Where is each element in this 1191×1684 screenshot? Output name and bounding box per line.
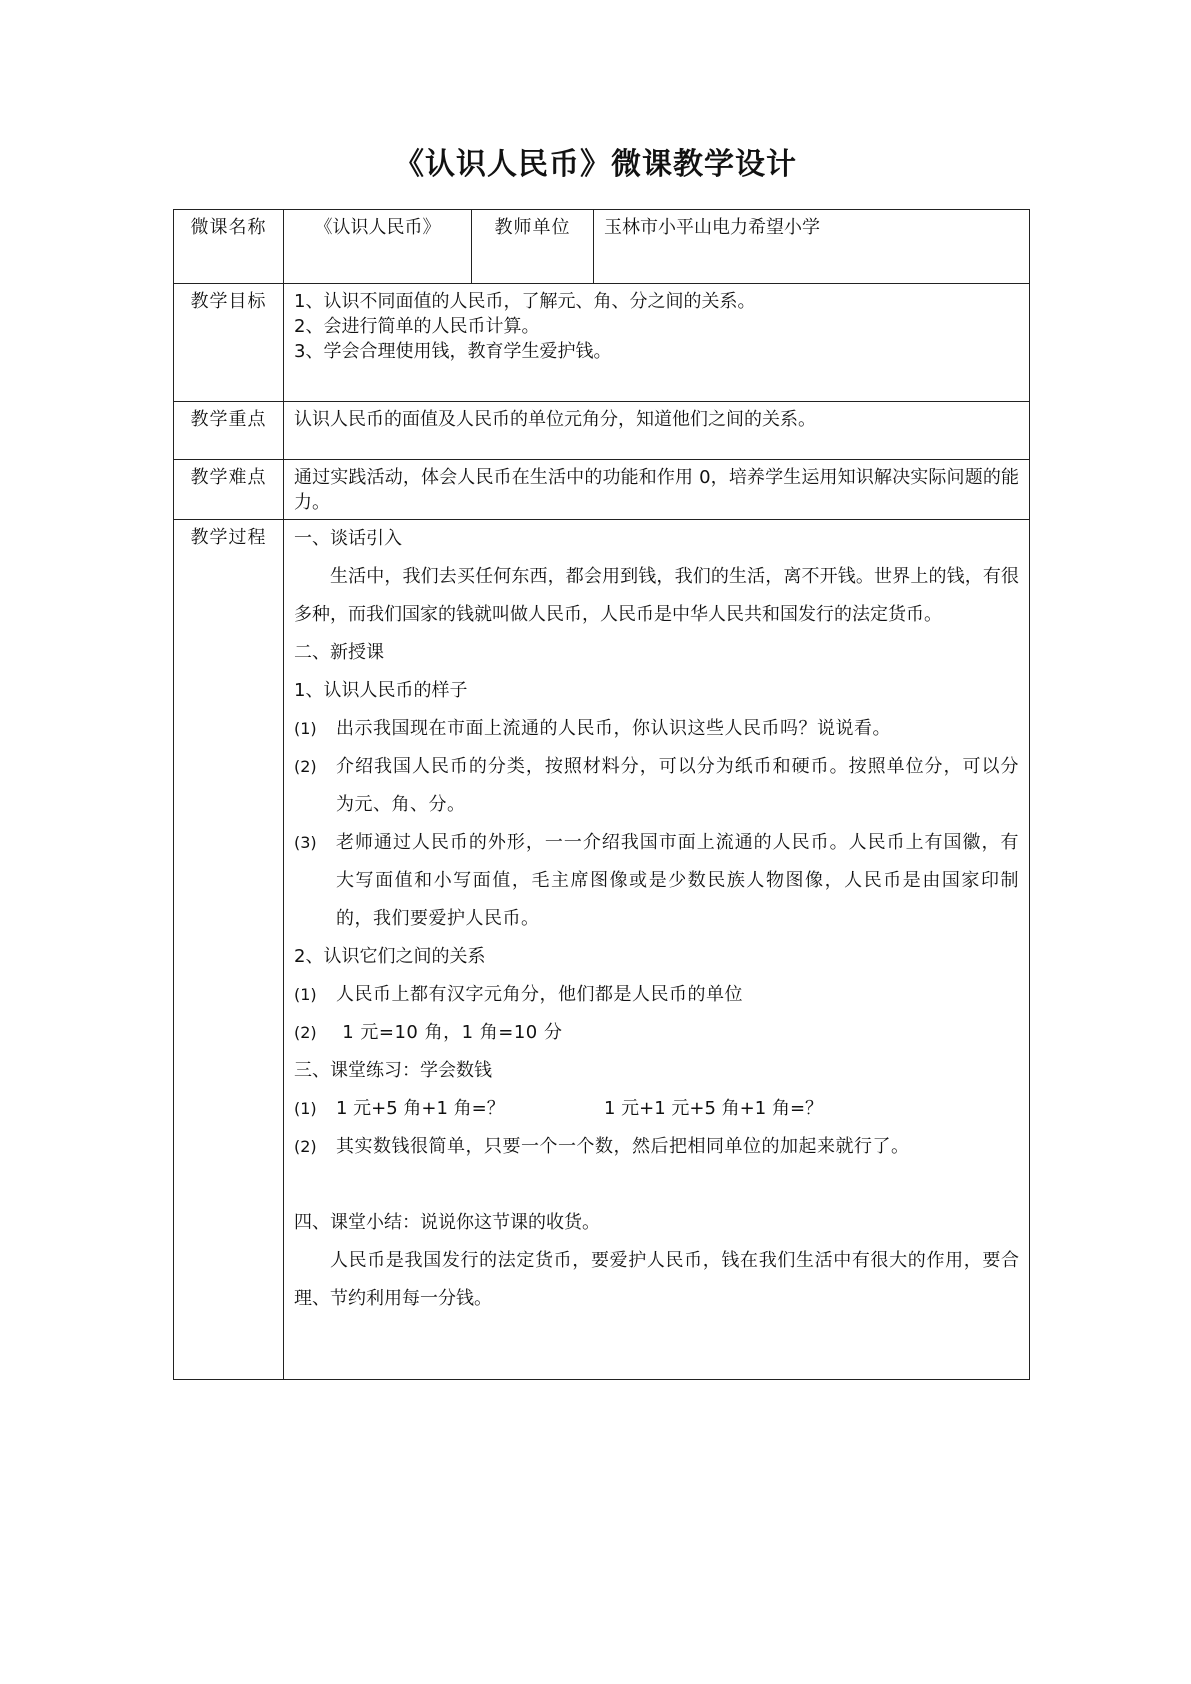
label-course-name: 微课名称	[174, 210, 284, 284]
list-number: (1)	[294, 985, 317, 1004]
process-cell	[284, 520, 1030, 1380]
course-name-value: 《认识人民币》	[284, 210, 472, 284]
list-text: 出示我国现在市面上流通的人民币，你认识这些人民币吗？说说看。	[336, 718, 891, 739]
list-item	[294, 1014, 1019, 1052]
row-course-info	[174, 210, 1030, 284]
subsection-heading: 2、认识它们之间的关系	[294, 946, 486, 967]
list-text: 人民币上都有汉字元角分，他们都是人民币的单位	[336, 984, 743, 1005]
row-difficulty	[174, 460, 1030, 520]
difficulty-text: 通过实践活动，体会人民币在生活中的功能和作用 0，培养学生运用知识解决实际问题的能力。	[284, 460, 1030, 520]
label-goals: 教学目标	[174, 284, 284, 402]
list-number: (1)	[294, 719, 317, 738]
row-goals	[174, 284, 1030, 402]
label-process: 教学过程	[174, 520, 284, 1380]
goals-cell	[284, 284, 1030, 402]
list-text: 老师通过人民币的外形，一一介绍我国市面上流通的人民币。人民币上有国徽，有大写面值和小写面值，毛主席图像或是少数民族人物图像，人民币是由国家印制的，我们要爱护人民币。	[336, 832, 1019, 929]
page-title: 《认识人民币》微课教学设计	[394, 147, 797, 182]
list-text: 介绍我国人民币的分类，按照材料分，可以分为纸币和硬币。按照单位分，可以分为元、角、分。	[336, 756, 1019, 815]
focus-text: 认识人民币的面值及人民币的单位元角分，知道他们之间的关系。	[284, 402, 1030, 460]
paragraph: 生活中，我们去买任何东西，都会用到钱，我们的生活，离不开钱。世界上的钱，有很多种，而我们国家的钱就叫做人民币，人民币是中华人民共和国发行的法定货币。	[294, 566, 1019, 625]
lesson-design-table	[173, 209, 1030, 1380]
list-item	[294, 710, 1019, 748]
label-focus: 教学重点	[174, 402, 284, 460]
list-number: (2)	[294, 1023, 317, 1042]
row-focus	[174, 402, 1030, 460]
list-item	[294, 748, 1019, 824]
row-process	[174, 520, 1030, 1380]
list-number: (2)	[294, 1137, 317, 1156]
goal-item: 3、学会合理使用钱，教育学生爱护钱。	[294, 341, 612, 362]
list-text: 1 元=10 角，1 角=10 分	[336, 1022, 563, 1043]
list-item	[294, 824, 1019, 938]
section-heading: 一、谈话引入	[294, 528, 402, 549]
goal-item: 2、会进行简单的人民币计算。	[294, 316, 540, 337]
list-number: (1)	[294, 1099, 317, 1118]
exercise-a: 1 元+5 角+1 角=？	[336, 1098, 505, 1119]
list-item	[294, 1128, 1019, 1166]
section-heading: 四、课堂小结：说说你这节课的收货。	[294, 1212, 600, 1233]
exercise-b: 1 元+1 元+5 角+1 角=？	[604, 1098, 824, 1119]
section-heading: 三、课堂练习：学会数钱	[294, 1060, 492, 1081]
label-teacher-unit: 教师单位	[472, 210, 594, 284]
blank-line	[294, 1166, 1019, 1204]
label-difficulty: 教学难点	[174, 460, 284, 520]
subsection-heading: 1、认识人民币的样子	[294, 680, 468, 701]
list-number: (2)	[294, 757, 317, 776]
section-heading: 二、新授课	[294, 642, 384, 663]
list-text: 其实数钱很简单，只要一个一个数，然后把相同单位的加起来就行了。	[336, 1136, 910, 1157]
paragraph: 人民币是我国发行的法定货币，要爱护人民币，钱在我们生活中有很大的作用，要合理、节约利用每一分钱。	[294, 1250, 1019, 1309]
teacher-unit-value: 玉林市小平山电力希望小学	[594, 210, 1030, 284]
list-number: (3)	[294, 833, 317, 852]
exercise-row	[294, 1090, 1019, 1128]
goal-item: 1、认识不同面值的人民币，了解元、角、分之间的关系。	[294, 291, 756, 312]
list-item	[294, 976, 1019, 1014]
